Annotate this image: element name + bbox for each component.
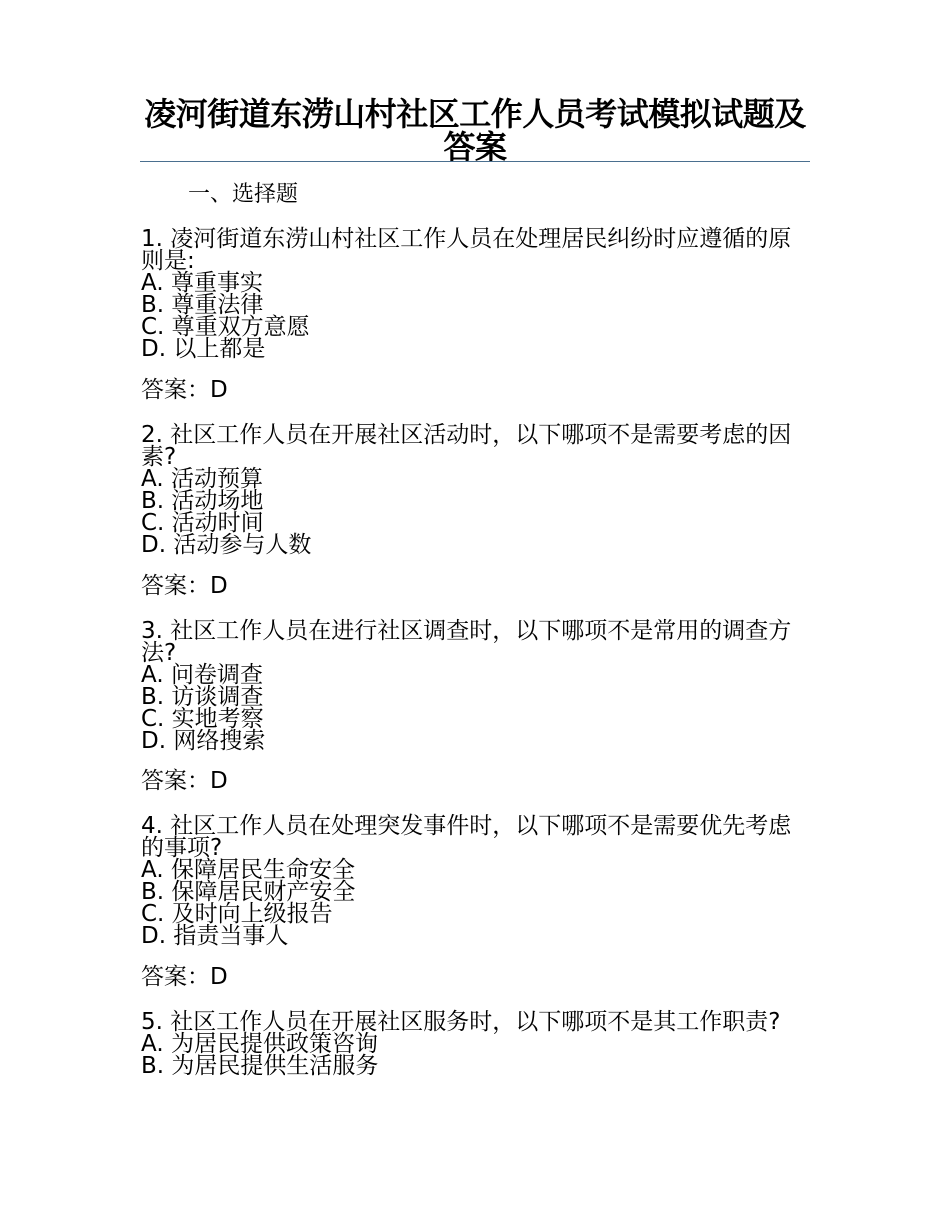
answer-2: 答案：D [141,573,228,599]
option-a: A. 问卷调查 [141,662,263,688]
answer-3: 答案：D [141,768,228,794]
option-c: C. 活动时间 [141,510,264,536]
question-2 [141,424,801,556]
option-a: A. 保障居民生命安全 [141,857,355,883]
question-1 [141,228,801,360]
option-c: C. 及时向上级报告 [141,901,333,927]
option-b: B. 尊重法律 [141,292,264,318]
section-heading: 一、选择题 [188,182,299,207]
option-b: B. 为居民提供生活服务 [141,1053,379,1079]
option-b: B. 活动场地 [141,488,264,514]
answer-1: 答案：D [141,377,228,403]
option-b: B. 保障居民财产安全 [141,879,356,905]
document-title: 凌河街道东涝山村社区工作人员考试模拟试题及答案 [144,95,806,166]
answer-4: 答案：D [141,964,228,990]
option-d: D. 网络搜索 [141,728,266,754]
option-a: A. 为居民提供政策咨询 [141,1031,378,1057]
option-d: D. 活动参与人数 [141,532,312,558]
question-3 [141,620,801,752]
question-text: 4. 社区工作人员在处理突发事件时，以下哪项不是需要优先考虑的事项? [141,813,792,861]
question-text: 1. 凌河街道东涝山村社区工作人员在处理居民纠纷时应遵循的原则是: [141,226,792,274]
option-d: D. 以上都是 [141,336,266,362]
option-d: D. 指责当事人 [141,923,289,949]
option-a: A. 尊重事实 [141,270,263,296]
question-text: 2. 社区工作人员在开展社区活动时，以下哪项不是需要考虑的因素? [141,422,792,470]
option-c: C. 尊重双方意愿 [141,314,310,340]
question-5 [141,1011,801,1077]
question-text: 5. 社区工作人员在开展社区服务时，以下哪项不是其工作职责? [141,1009,781,1035]
option-c: C. 实地考察 [141,706,264,732]
option-b: B. 访谈调查 [141,684,264,710]
title-underline [140,161,810,162]
question-4 [141,815,801,947]
option-a: A. 活动预算 [141,466,263,492]
question-text: 3. 社区工作人员在进行社区调查时，以下哪项不是常用的调查方法? [141,618,792,666]
